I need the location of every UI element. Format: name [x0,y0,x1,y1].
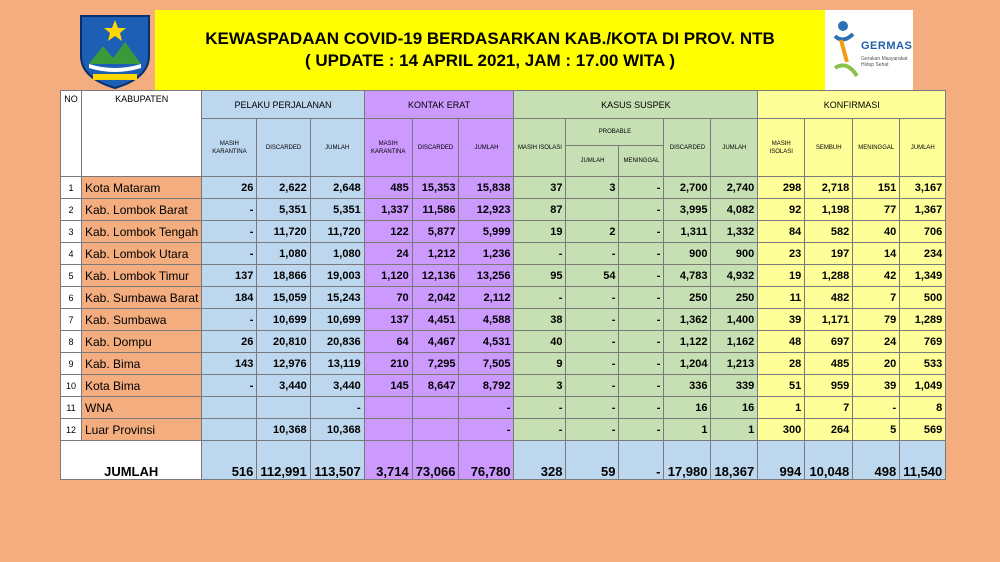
row-number: 8 [61,331,82,353]
table-cell: 39 [758,309,805,331]
table-cell: 250 [664,287,711,309]
header-masih-karantina: MASIH KARANTINA [364,119,412,177]
table-cell: 569 [900,419,946,441]
table-cell: 2,622 [257,177,310,199]
table-cell: 38 [514,309,566,331]
table-cell [412,419,459,441]
table-cell: - [514,243,566,265]
table-cell: 582 [805,221,853,243]
kabupaten-name: Kab. Bima [82,353,202,375]
table-cell: 298 [758,177,805,199]
table-cell: - [202,221,257,243]
row-number: 11 [61,397,82,419]
table-cell: 11,586 [412,199,459,221]
table-cell: 250 [711,287,758,309]
row-number: 3 [61,221,82,243]
table-cell: 4,451 [412,309,459,331]
table-cell: 143 [202,353,257,375]
table-cell: 2,700 [664,177,711,199]
row-number: 4 [61,243,82,265]
table-cell: 19 [514,221,566,243]
total-cell: 10,048 [805,441,853,480]
table-cell: - [619,309,664,331]
total-cell: 73,066 [412,441,459,480]
table-cell: 20 [853,353,900,375]
table-cell: - [619,221,664,243]
header-konfirmasi: KONFIRMASI [758,91,946,119]
header-masih-karantina: MASIH KARANTINA [202,119,257,177]
table-cell: 2,740 [711,177,758,199]
table-cell: 137 [364,309,412,331]
header-discarded: DISCARDED [257,119,310,177]
table-cell [364,419,412,441]
table-cell: 26 [202,177,257,199]
table-cell: - [310,397,364,419]
table-cell: 15,838 [459,177,514,199]
table-cell: 92 [758,199,805,221]
table-cell: 264 [805,419,853,441]
total-label: JUMLAH [61,441,202,480]
table-cell: 122 [364,221,412,243]
total-cell: 498 [853,441,900,480]
table-cell: 14 [853,243,900,265]
table-cell: 1,080 [310,243,364,265]
germas-logo [825,10,913,90]
table-cell: 16 [711,397,758,419]
table-cell: 697 [805,331,853,353]
table-cell: - [566,397,619,419]
germas-word: GERMAS [861,40,913,52]
table-cell: - [566,309,619,331]
header-jumlah: JUMLAH [310,119,364,177]
table-cell: 3 [566,177,619,199]
table-cell: 11,720 [310,221,364,243]
table-cell: 20,810 [257,331,310,353]
germas-logo-icon [829,16,863,86]
header-probable-meninggal: MENINGGAL [619,146,664,177]
table-cell: 300 [758,419,805,441]
table-cell: 77 [853,199,900,221]
table-cell: 1,362 [664,309,711,331]
table-row [61,177,946,199]
title-banner [155,10,825,90]
table-cell: - [514,287,566,309]
table-cell: 11,720 [257,221,310,243]
table-cell: 84 [758,221,805,243]
table-row [61,243,946,265]
kabupaten-name: Kab. Sumbawa Barat [82,287,202,309]
table-cell: 210 [364,353,412,375]
table-cell: 16 [664,397,711,419]
kabupaten-name: Kota Mataram [82,177,202,199]
table-cell: 5 [853,419,900,441]
table-cell: 1,213 [711,353,758,375]
table-cell: - [202,243,257,265]
table-cell: 8,647 [412,375,459,397]
table-cell: - [566,287,619,309]
table-cell: 12,136 [412,265,459,287]
table-cell: 7 [853,287,900,309]
row-number: 5 [61,265,82,287]
row-number: 2 [61,199,82,221]
table-cell: 1,367 [900,199,946,221]
table-cell: 769 [900,331,946,353]
table-cell: 13,119 [310,353,364,375]
table-cell: - [202,309,257,331]
table-cell: 336 [664,375,711,397]
table-cell: 15,059 [257,287,310,309]
table-row [61,331,946,353]
header-no: NO [61,91,82,177]
header-discarded: DISCARDED [412,119,459,177]
total-cell: 994 [758,441,805,480]
table-cell: - [566,331,619,353]
table-cell: 1,049 [900,375,946,397]
table-row [61,419,946,441]
table-cell: 500 [900,287,946,309]
table-cell: 20,836 [310,331,364,353]
table-cell: 1,162 [711,331,758,353]
table-cell: - [459,419,514,441]
table-cell: 184 [202,287,257,309]
total-cell: 112,991 [257,441,310,480]
table-cell: 1,332 [711,221,758,243]
table-row [61,375,946,397]
table-cell: - [619,265,664,287]
table-cell: 54 [566,265,619,287]
row-number: 9 [61,353,82,375]
table-cell: 4,467 [412,331,459,353]
header-masih-isolasi: MASIH ISOLASI [758,119,805,177]
total-cell: 11,540 [900,441,946,480]
table-cell: 485 [364,177,412,199]
table-cell: - [566,243,619,265]
table-cell: - [619,177,664,199]
table-cell: 7,505 [459,353,514,375]
table-cell: 37 [514,177,566,199]
header-probable-jumlah: JUMLAH [566,146,619,177]
table-cell: - [514,419,566,441]
table-cell [257,397,310,419]
total-cell: - [619,441,664,480]
row-number: 7 [61,309,82,331]
table-cell: 197 [805,243,853,265]
table-cell: 1 [758,397,805,419]
table-cell: 1 [664,419,711,441]
table-cell: 70 [364,287,412,309]
row-number: 10 [61,375,82,397]
table-cell: 3,440 [257,375,310,397]
kabupaten-name: Kab. Lombok Timur [82,265,202,287]
table-row [61,265,946,287]
table-cell: 64 [364,331,412,353]
table-cell: - [619,397,664,419]
total-cell: 76,780 [459,441,514,480]
table-cell: 24 [853,331,900,353]
table-cell: 23 [758,243,805,265]
table-cell: - [202,375,257,397]
table-cell: 339 [711,375,758,397]
header-masih-isolasi: MASIH ISOLASI [514,119,566,177]
row-number: 6 [61,287,82,309]
table-cell: - [566,375,619,397]
table-cell: 79 [853,309,900,331]
table-cell: 4,783 [664,265,711,287]
table-cell: - [514,397,566,419]
table-cell: - [619,419,664,441]
table-cell: 1,171 [805,309,853,331]
table-cell: 1 [711,419,758,441]
header-sembuh: SEMBUH [805,119,853,177]
table-cell: 1,120 [364,265,412,287]
table-row [61,221,946,243]
table-cell: 4,588 [459,309,514,331]
total-cell: 113,507 [310,441,364,480]
table-cell: - [619,199,664,221]
header-probable: PROBABLE [566,119,664,146]
header-meninggal: MENINGGAL [853,119,900,177]
kabupaten-name: WNA [82,397,202,419]
table-cell: 10,368 [257,419,310,441]
total-row [61,441,946,480]
table-cell: 1,349 [900,265,946,287]
page-title: KEWASPADAAN COVID-19 BERDASARKAN KAB./KOTA DI PROV. NTB [205,29,775,48]
total-cell: 516 [202,441,257,480]
header-kontak-erat: KONTAK ERAT [364,91,514,119]
table-cell: 959 [805,375,853,397]
table-cell: - [566,353,619,375]
table-cell: 533 [900,353,946,375]
kabupaten-name: Kab. Lombok Barat [82,199,202,221]
table-row [61,397,946,419]
total-cell: 17,980 [664,441,711,480]
table-cell: 1,198 [805,199,853,221]
total-cell: 3,714 [364,441,412,480]
row-number: 1 [61,177,82,199]
table-cell [566,199,619,221]
table-cell: 3,167 [900,177,946,199]
row-number: 12 [61,419,82,441]
table-cell: 9 [514,353,566,375]
table-cell: 4,082 [711,199,758,221]
table-cell: 706 [900,221,946,243]
total-cell: 18,367 [711,441,758,480]
table-cell: 1,080 [257,243,310,265]
table-cell: 10,368 [310,419,364,441]
table-cell: - [619,331,664,353]
table-cell: 51 [758,375,805,397]
table-cell [364,397,412,419]
table-row [61,353,946,375]
table-cell: 2,042 [412,287,459,309]
table-cell: - [853,397,900,419]
table-cell: 19,003 [310,265,364,287]
table-cell: 10,699 [310,309,364,331]
header-kabupaten: KABUPATEN [82,91,202,177]
kabupaten-name: Kab. Sumbawa [82,309,202,331]
table-cell: 151 [853,177,900,199]
kabupaten-name: Luar Provinsi [82,419,202,441]
table-cell: 5,351 [257,199,310,221]
table-cell: 2 [566,221,619,243]
table-cell: 87 [514,199,566,221]
table-cell: 39 [853,375,900,397]
header-jumlah: JUMLAH [711,119,758,177]
table-cell: 2,718 [805,177,853,199]
table-cell: 5,877 [412,221,459,243]
table-cell: 19 [758,265,805,287]
table-cell: 1,289 [900,309,946,331]
table-cell: 7 [805,397,853,419]
germas-tagline: Gerakan Masyarakat Hidup Sehat [861,56,908,68]
table-cell: 18,866 [257,265,310,287]
total-cell: 59 [566,441,619,480]
table-cell: 10,699 [257,309,310,331]
table-cell: 7,295 [412,353,459,375]
table-cell: - [566,419,619,441]
table-cell: 900 [711,243,758,265]
table-cell: 1,337 [364,199,412,221]
table-cell: 15,243 [310,287,364,309]
kabupaten-name: Kota Bima [82,375,202,397]
table-row [61,199,946,221]
table-cell: 145 [364,375,412,397]
table-cell: - [202,199,257,221]
table-cell: 3,995 [664,199,711,221]
table-cell [202,419,257,441]
table-cell: - [619,375,664,397]
table-cell: 42 [853,265,900,287]
table-cell: 1,400 [711,309,758,331]
header-kasus-suspek: KASUS SUSPEK [514,91,758,119]
table-cell: 4,531 [459,331,514,353]
table-cell: 15,353 [412,177,459,199]
table-cell: 12,976 [257,353,310,375]
table-cell: - [459,397,514,419]
header-jumlah: JUMLAH [900,119,946,177]
table-cell: 26 [202,331,257,353]
table-cell: - [619,243,664,265]
table-cell: 1,122 [664,331,711,353]
table-cell: 1,311 [664,221,711,243]
update-subtitle: ( UPDATE : 14 APRIL 2021, JAM : 17.00 WITA ) [305,51,675,70]
table-cell: 1,212 [412,243,459,265]
table-cell: 11 [758,287,805,309]
header-discarded: DISCARDED [664,119,711,177]
table-cell: 28 [758,353,805,375]
table-cell [202,397,257,419]
table-cell: 3 [514,375,566,397]
table-cell: 1,288 [805,265,853,287]
table-cell: 48 [758,331,805,353]
table-cell: - [619,287,664,309]
table-cell: 5,999 [459,221,514,243]
table-cell: 2,648 [310,177,364,199]
table-cell: 3,440 [310,375,364,397]
table-cell: 234 [900,243,946,265]
table-cell: 1,204 [664,353,711,375]
table-cell: 95 [514,265,566,287]
table-cell: 13,256 [459,265,514,287]
table-cell: 137 [202,265,257,287]
kabupaten-name: Kab. Lombok Utara [82,243,202,265]
covid-table [60,90,946,480]
table-cell: 8,792 [459,375,514,397]
header-pelaku-perjalanan: PELAKU PERJALANAN [202,91,364,119]
table-row [61,287,946,309]
table-cell: 482 [805,287,853,309]
table-cell: 8 [900,397,946,419]
table-cell: 40 [514,331,566,353]
table-cell: - [619,353,664,375]
provinsi-ntb-emblem-icon [75,12,155,90]
table-cell: 12,923 [459,199,514,221]
table-cell: 1,236 [459,243,514,265]
table-cell: 5,351 [310,199,364,221]
table-cell: 900 [664,243,711,265]
kabupaten-name: Kab. Lombok Tengah [82,221,202,243]
table-cell: 4,932 [711,265,758,287]
table-cell: 2,112 [459,287,514,309]
header-jumlah: JUMLAH [459,119,514,177]
total-cell: 328 [514,441,566,480]
table-cell: 485 [805,353,853,375]
table-cell [412,397,459,419]
table-cell: 24 [364,243,412,265]
table-cell: 40 [853,221,900,243]
table-row [61,309,946,331]
kabupaten-name: Kab. Dompu [82,331,202,353]
